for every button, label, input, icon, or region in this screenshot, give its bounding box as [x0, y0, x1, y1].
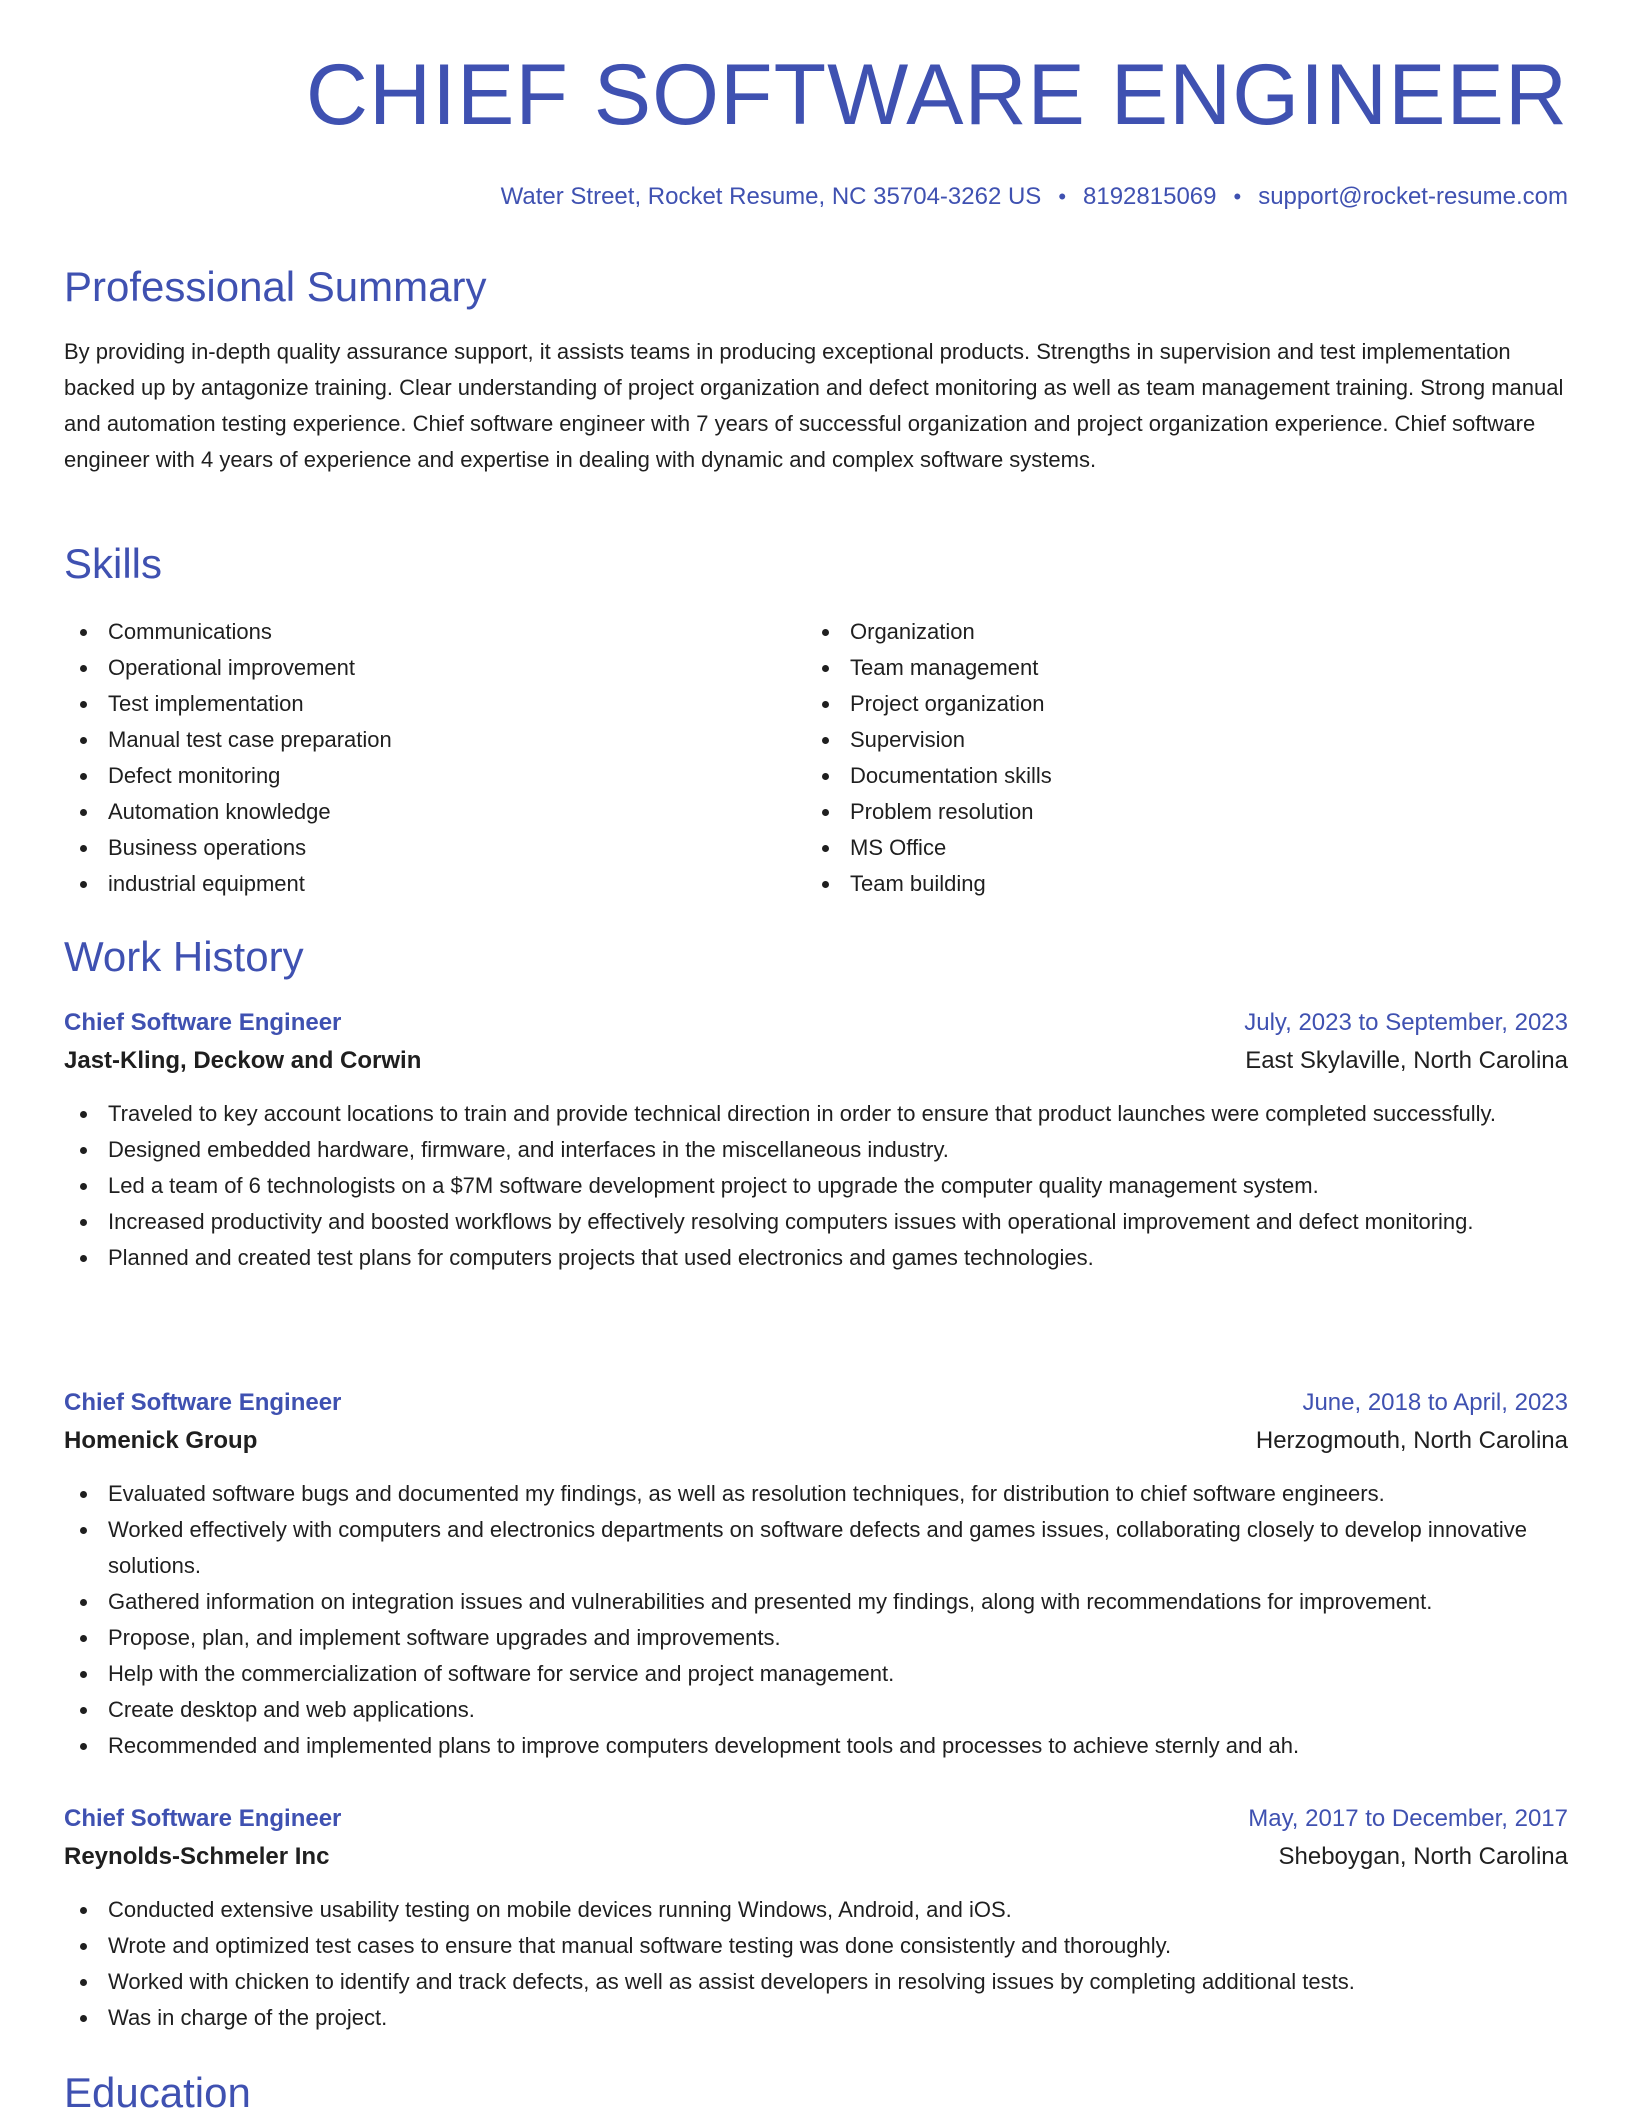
contact-phone: 8192815069 — [1083, 183, 1217, 210]
job-company: Reynolds-Schmeler Inc — [64, 1843, 330, 1870]
job-bullet: Evaluated software bugs and documented my findings, as well as resolution techniques, for distribution to chief software engineers. — [64, 1476, 1568, 1512]
skill-item: Organization — [806, 614, 1506, 650]
skill-item: industrial equipment — [64, 866, 764, 902]
job-location: East Skylaville, North Carolina — [1245, 1047, 1568, 1074]
skill-item: Project organization — [806, 686, 1506, 722]
job-bullets — [64, 1096, 1568, 1276]
job-bullet: Recommended and implemented plans to improve computers development tools and processes to achieve sternly and ah. — [64, 1728, 1568, 1764]
job-bullet: Increased productivity and boosted workflows by effectively resolving computers issues with operational improvement and defect monitoring. — [64, 1204, 1568, 1240]
job-bullet: Wrote and optimized test cases to ensure that manual software testing was done consistently and thoroughly. — [64, 1928, 1568, 1964]
job-bullet: Gathered information on integration issues and vulnerabilities and presented my findings, along with recommendations for improvement. — [64, 1584, 1568, 1620]
skill-item: Documentation skills — [806, 758, 1506, 794]
summary-heading: Professional Summary — [64, 263, 487, 310]
job-entry — [64, 1004, 1568, 1276]
skill-item: Automation knowledge — [64, 794, 764, 830]
contact-line — [501, 182, 1568, 212]
job-bullets — [64, 1892, 1568, 2036]
skills-heading: Skills — [64, 540, 163, 587]
job-bullet: Was in charge of the project. — [64, 2000, 1568, 2036]
summary-text: By providing in-depth quality assurance support, it assists teams in producing exceptional products. Strengths in supervision and test implementation backed up by antagonize training. Clear understanding of project organization and defect monitoring as well as team management training. Strong manual and automation testing experience. Chief software engineer with 7 years of successful organization and project organization experience. Chief software engineer with 4 years of experience and expertise in dealing with dynamic and complex software systems. — [64, 339, 1564, 472]
resume-title: CHIEF SOFTWARE ENGINEER — [305, 47, 1568, 143]
job-bullet: Planned and created test plans for computers projects that used electronics and games technologies. — [64, 1240, 1568, 1276]
job-title: Chief Software Engineer — [64, 1389, 342, 1416]
skills-list-right — [806, 614, 1506, 902]
job-company: Jast-Kling, Deckow and Corwin — [64, 1047, 422, 1074]
job-title: Chief Software Engineer — [64, 1805, 342, 1832]
education-heading: Education — [64, 2069, 251, 2116]
job-company: Homenick Group — [64, 1427, 258, 1454]
job-location: Sheboygan, North Carolina — [1278, 1843, 1568, 1870]
skill-item: Team building — [806, 866, 1506, 902]
skill-item: Operational improvement — [64, 650, 764, 686]
job-title: Chief Software Engineer — [64, 1009, 342, 1036]
job-bullet: Led a team of 6 technologists on a $7M software development project to upgrade the computer quality management system. — [64, 1168, 1568, 1204]
job-entry — [64, 1384, 1568, 1764]
skill-item: MS Office — [806, 830, 1506, 866]
skill-item: Communications — [64, 614, 764, 650]
job-bullet: Worked effectively with computers and electronics departments on software defects and games issues, collaborating closely to develop innovative solutions. — [64, 1512, 1568, 1584]
job-bullet: Create desktop and web applications. — [64, 1692, 1568, 1728]
contact-address: Water Street, Rocket Resume, NC 35704-3262 US — [500, 183, 1042, 210]
contact-email: support@rocket-resume.com — [1258, 183, 1568, 210]
job-dates: June, 2018 to April, 2023 — [1302, 1389, 1568, 1416]
job-entry — [64, 1800, 1568, 2036]
job-dates: May, 2017 to December, 2017 — [1248, 1805, 1568, 1832]
resume-page — [64, 0, 1568, 2116]
skills-list-left — [64, 614, 764, 902]
job-bullet: Worked with chicken to identify and track defects, as well as assist developers in resolving issues by completing additional tests. — [64, 1964, 1568, 2000]
job-bullet: Designed embedded hardware, firmware, and interfaces in the miscellaneous industry. — [64, 1132, 1568, 1168]
skill-item: Problem resolution — [806, 794, 1506, 830]
job-dates: July, 2023 to September, 2023 — [1244, 1009, 1568, 1036]
skill-item: Manual test case preparation — [64, 722, 764, 758]
job-bullets — [64, 1476, 1568, 1764]
contact-separator: • — [1058, 184, 1067, 209]
skill-item: Team management — [806, 650, 1506, 686]
job-bullet: Help with the commercialization of software for service and project management. — [64, 1656, 1568, 1692]
skill-item: Defect monitoring — [64, 758, 764, 794]
job-location: Herzogmouth, North Carolina — [1255, 1427, 1568, 1454]
skill-item: Business operations — [64, 830, 764, 866]
contact-separator: • — [1233, 184, 1242, 209]
job-bullet: Traveled to key account locations to train and provide technical direction in order to ensure that product launches were completed successfully. — [64, 1096, 1568, 1132]
job-bullet: Propose, plan, and implement software upgrades and improvements. — [64, 1620, 1568, 1656]
skill-item: Supervision — [806, 722, 1506, 758]
job-bullet: Conducted extensive usability testing on mobile devices running Windows, Android, and iOS. — [64, 1892, 1568, 1928]
work-history-heading: Work History — [64, 933, 304, 980]
skill-item: Test implementation — [64, 686, 764, 722]
